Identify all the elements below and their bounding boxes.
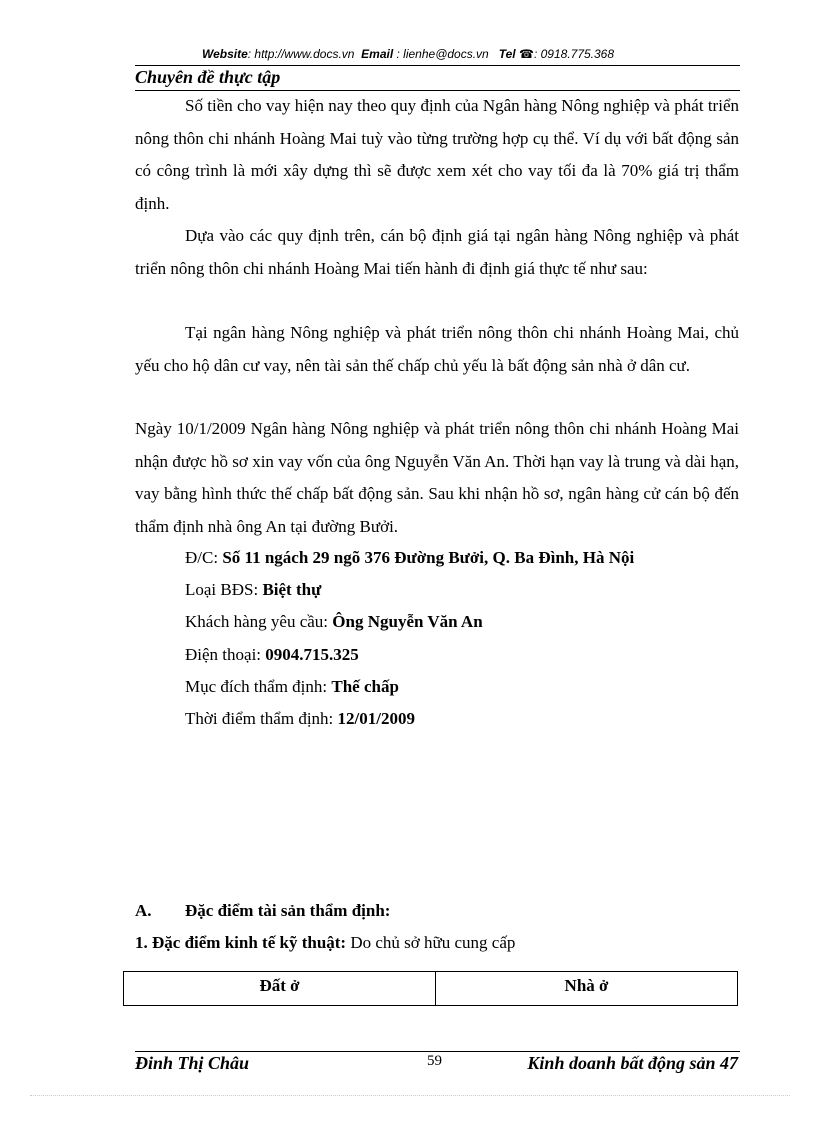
- header-contact: [0, 47, 816, 61]
- document-title: Chuyên đề thực tập: [135, 67, 281, 87]
- paragraph-4: Ngày 10/1/2009 Ngân hàng Nông nghiệp và phát triển nông thôn chi nhánh Hoàng Mai nhận được hồ sơ xin vay vốn của ông Nguyễn Văn An. Thời hạn vay là trung và dài hạn, vay bằng hình thức thế chấp bất động sản. Sau khi nhận hồ sơ, ngân hàng cử cán bộ đến thẩm định nhà ông An tại đường Bưởi.: [135, 419, 739, 537]
- info-customer: Khách hàng yêu cầu: Ông Nguyễn Văn An: [185, 612, 483, 631]
- info-property-type: Loại BĐS: Biệt thự: [185, 580, 322, 599]
- footer-author: Đinh Thị Châu: [135, 1053, 250, 1073]
- page-number: 59: [427, 1053, 442, 1069]
- website-url: : http://www.docs.vn: [247, 47, 355, 61]
- info-date: Thời điểm thẩm định: 12/01/2009: [185, 709, 415, 728]
- section-a-marker: A.: [135, 901, 152, 920]
- email-label: Email: [361, 47, 394, 61]
- phone-icon: ☎: [519, 47, 534, 61]
- tel-label: Tel: [498, 47, 516, 61]
- table-header-house: Nhà ở: [564, 976, 609, 995]
- footer-divider: [135, 1051, 740, 1052]
- property-table: [123, 971, 738, 1006]
- section-a-title: Đặc điểm tài sản thẩm định:: [185, 901, 391, 920]
- info-address: Đ/C: Số 11 ngách 29 ngõ 376 Đường Bưởi, Q. Ba Đình, Hà Nội: [185, 548, 635, 567]
- footer-course: Kinh doanh bất động sản 47: [527, 1053, 738, 1073]
- paragraph-1: Số tiền cho vay hiện nay theo quy định của Ngân hàng Nông nghiệp và phát triển nông thôn chi nhánh Hoàng Mai tuỳ vào từng trường hợp cụ thể. Ví dụ với bất động sản có công trình là mới xây dựng thì sẽ được xem xét cho vay tối đa là 70% giá trị thẩm định.: [135, 96, 739, 214]
- info-purpose: Mục đích thẩm định: Thế chấp: [185, 677, 399, 696]
- page-bottom-border: [30, 1095, 790, 1096]
- header-divider: [135, 65, 740, 66]
- section-1: 1. Đặc điểm kinh tế kỹ thuật: Do chủ sở hữu cung cấp: [135, 933, 516, 952]
- tel-number: : 0918.775.368: [533, 47, 615, 61]
- email-address: : lienhe@docs.vn: [396, 47, 489, 61]
- paragraph-2: Dựa vào các quy định trên, cán bộ định giá tại ngân hàng Nông nghiệp và phát triển nông thôn chi nhánh Hoàng Mai tiến hành đi định giá thực tế như sau:: [135, 226, 739, 278]
- table-header-land: Đất ở: [259, 976, 300, 995]
- website-label: Website: [201, 47, 248, 61]
- paragraph-3: Tại ngân hàng Nông nghiệp và phát triển nông thôn chi nhánh Hoàng Mai, chủ yếu cho hộ dân cư vay, nên tài sản thế chấp chủ yếu là bất động sản nhà ở dân cư.: [135, 323, 739, 375]
- info-phone: Điện thoại: 0904.715.325: [185, 645, 359, 664]
